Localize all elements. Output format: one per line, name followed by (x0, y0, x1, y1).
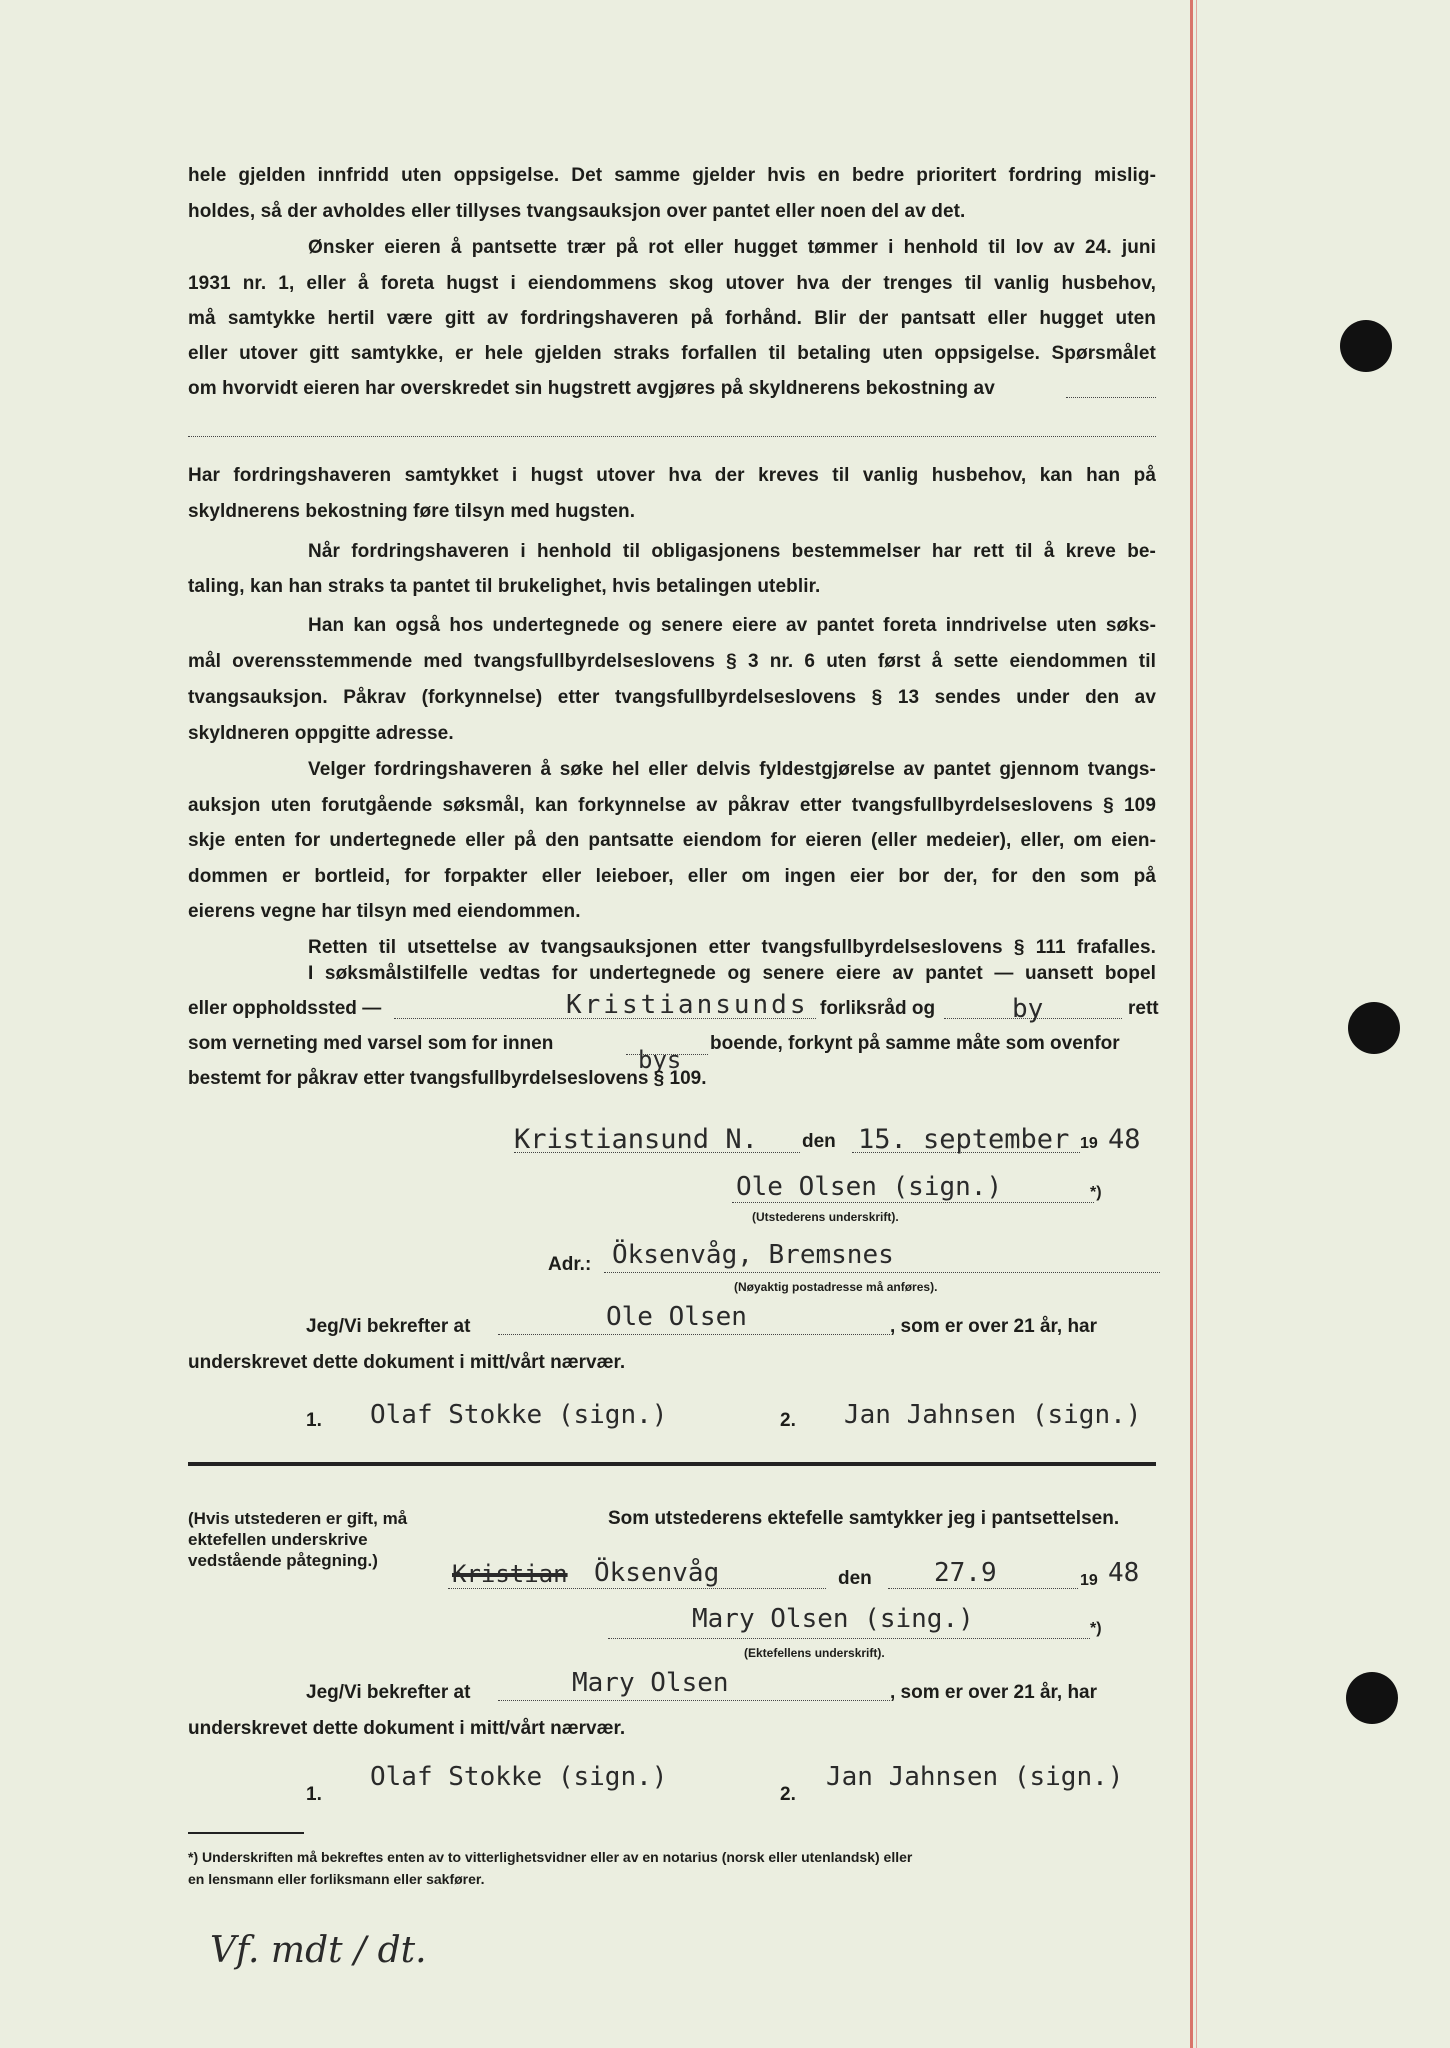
witness-number: 1. (306, 1784, 322, 1805)
handwritten-place: Kristiansund N. (514, 1124, 758, 1155)
century-label: 19 (1080, 1572, 1098, 1589)
text-line: Når fordringshaveren i henhold til obligasjonens bestemmelser har rett til å kreve be- (308, 541, 1156, 562)
text-line: mål overensstemmende med tvangsfullbyrdelseslovens § 3 nr. 6 uten først å sette eiendommen til (188, 651, 1156, 672)
text-line: boende, forkynt på samme måte som ovenfor (710, 1033, 1120, 1054)
red-margin-line-secondary (1196, 0, 1197, 2048)
handwritten-witness: Olaf Stokke (sign.) (370, 1400, 668, 1430)
text-line: dommen er bortleid, for forpakter eller leieboer, eller om ingen eier bor der, for den som på (188, 866, 1156, 887)
text-line: Retten til utsettelse av tvangsauksjonen etter tvangsfullbyrdelseslovens § 111 frafalles. (308, 937, 1156, 958)
handwritten-court-town: Kristiansunds (566, 990, 809, 1020)
text-line: Velger fordringshaveren å søke hel eller delvis fyldestgjørelse av pantet gjennom tvangs- (308, 759, 1156, 780)
footnote-line: *) Underskriften må bekreftes enten av to vitterlighetsvidner eller av en notarius (norsk eller utenlandsk) eller (188, 1849, 913, 1865)
text-line: må samtykke hertil være gitt av fordringshaveren på forhånd. Blir der pantsatt eller hugget uten (188, 308, 1156, 329)
handwritten-struck-place: Kristian (452, 1560, 568, 1588)
text-line: auksjon uten forutgående søksmål, kan forkynnelse av påkrav etter tvangsfullbyrdelseslovens § 109 (188, 795, 1156, 816)
text-line: skyldneren oppgitte adresse. (188, 723, 454, 744)
text-line: taling, kan han straks ta pantet til brukelighet, hvis betalingen uteblir. (188, 576, 821, 597)
punch-hole (1346, 1672, 1398, 1724)
text-line: rett (1128, 998, 1159, 1019)
handwritten-witness: Jan Jahnsen (sign.) (844, 1400, 1142, 1430)
handwritten-initials: Vf. mdt / dt. (210, 1930, 427, 1971)
address-caption: (Nøyaktig postadresse må anføres). (734, 1280, 938, 1294)
signature-caption: (Ektefellens underskrift). (744, 1646, 885, 1660)
handwritten-witnessed-name: Mary Olsen (572, 1668, 729, 1698)
handwritten-date: 15. september (858, 1124, 1070, 1155)
section-divider (188, 1462, 1156, 1466)
text-line: om hvorvidt eieren har overskredet sin hugstrett avgjøres på skyldnerens bekostning av (188, 378, 995, 399)
text-line: eller utover gitt samtykke, er hele gjelden straks forfallen til betaling uten oppsigelse. Spørsmålet (188, 343, 1156, 364)
dotted-fill-line (188, 436, 1156, 437)
text-line: Ønsker eieren å pantsette trær på rot eller hugget tømmer i henhold til lov av 24. juni (308, 237, 1156, 258)
dotted-fill-line (608, 1638, 1090, 1639)
handwritten-year: 48 (1108, 1558, 1140, 1588)
footnote-marker: *) (1090, 1184, 1102, 1201)
footnote-line: en lensmann eller forliksmann eller sakfører. (188, 1871, 485, 1887)
handwritten-address: Öksenvåg, Bremsnes (612, 1240, 894, 1270)
den-label: den (838, 1568, 872, 1589)
text-line: bestemt for påkrav etter tvangsfullbyrdelseslovens § 109. (188, 1068, 707, 1089)
handwritten-year: 48 (1108, 1124, 1141, 1155)
text-line: Han kan også hos undertegnede og senere eiere av pantet foreta inndrivelse uten søks- (308, 615, 1156, 636)
handwritten-by: by (1012, 994, 1044, 1024)
text-line: I søksmålstilfelle vedtas for undertegnede og senere eiere av pantet — uansett bopel (308, 963, 1156, 984)
signature-caption: (Utstederens underskrift). (752, 1210, 899, 1224)
address-label: Adr.: (548, 1254, 592, 1275)
address-field-line (604, 1272, 1160, 1273)
handwritten-signature: Ole Olsen (sign.) (736, 1172, 1003, 1202)
dotted-fill-line (1066, 397, 1156, 398)
witness-number: 2. (780, 1784, 796, 1805)
text-line: tvangsauksjon. Påkrav (forkynnelse) etter tvangsfullbyrdelseslovens § 13 sendes under den av (188, 687, 1156, 708)
witness-number: 1. (306, 1410, 322, 1431)
text-line: skyldnerens bekostning føre tilsyn med hugsten. (188, 501, 636, 522)
text-line: forliksråd og (820, 998, 936, 1019)
handwritten-place: Öksenvåg (594, 1558, 720, 1588)
text-line: eller oppholdssted — (188, 998, 382, 1019)
handwritten-signature: Mary Olsen (sing.) (692, 1604, 974, 1634)
confirm-label: Jeg/Vi bekrefter at (306, 1316, 471, 1337)
handwritten-bys: bys (638, 1046, 682, 1074)
den-label: den (802, 1131, 836, 1152)
handwritten-witness: Olaf Stokke (sign.) (370, 1762, 668, 1792)
dotted-fill-line (732, 1202, 1094, 1203)
spouse-consent: Som utstederens ektefelle samtykker jeg i pantsettelsen. (608, 1508, 1120, 1529)
witness-number: 2. (780, 1410, 796, 1431)
punch-hole (1340, 320, 1392, 372)
dotted-fill-line (498, 1334, 890, 1335)
text-line: som verneting med varsel som for innen (188, 1033, 554, 1054)
text-line: hele gjelden innfridd uten oppsigelse. Det samme gjelder hvis en bedre prioritert fordring mislig- (188, 165, 1156, 186)
handwritten-witness: Jan Jahnsen (sign.) (826, 1762, 1124, 1792)
text-line: eierens vegne har tilsyn med eiendommen. (188, 901, 581, 922)
text-line: holdes, så der avholdes eller tillyses tvangsauksjon over pantet eller noen del av det. (188, 201, 966, 222)
confirm-line2: underskrevet dette dokument i mitt/vårt nærvær. (188, 1352, 626, 1373)
dotted-fill-line (498, 1700, 890, 1701)
text-line: 1931 nr. 1, eller å foreta hugst i eiendommens skog utover hva der trenges til vanlig husbehov, (188, 273, 1156, 294)
punch-hole (1348, 1002, 1400, 1054)
confirm-suffix: , som er over 21 år, har (890, 1682, 1098, 1703)
confirm-line2: underskrevet dette dokument i mitt/vårt nærvær. (188, 1718, 626, 1739)
spouse-note: (Hvis utstederen er gift, må ektefellen underskrive vedstående påtegning.) (188, 1509, 408, 1570)
confirm-suffix: , som er over 21 år, har (890, 1316, 1098, 1337)
text-line: Har fordringshaveren samtykket i hugst utover hva der kreves til vanlig husbehov, kan han på (188, 465, 1156, 486)
footnote-rule (188, 1832, 304, 1834)
dotted-fill-line (448, 1588, 826, 1589)
century-label: 19 (1080, 1135, 1098, 1152)
confirm-label: Jeg/Vi bekrefter at (306, 1682, 471, 1703)
dotted-fill-line (888, 1588, 1078, 1589)
handwritten-date: 27.9 (934, 1558, 997, 1588)
footnote-marker: *) (1090, 1620, 1102, 1637)
text-line: skje enten for undertegnede eller på den pantsatte eiendom for eieren (eller medeier), eller, om eien- (188, 830, 1156, 851)
handwritten-witnessed-name: Ole Olsen (606, 1302, 747, 1332)
red-margin-line (1190, 0, 1193, 2048)
